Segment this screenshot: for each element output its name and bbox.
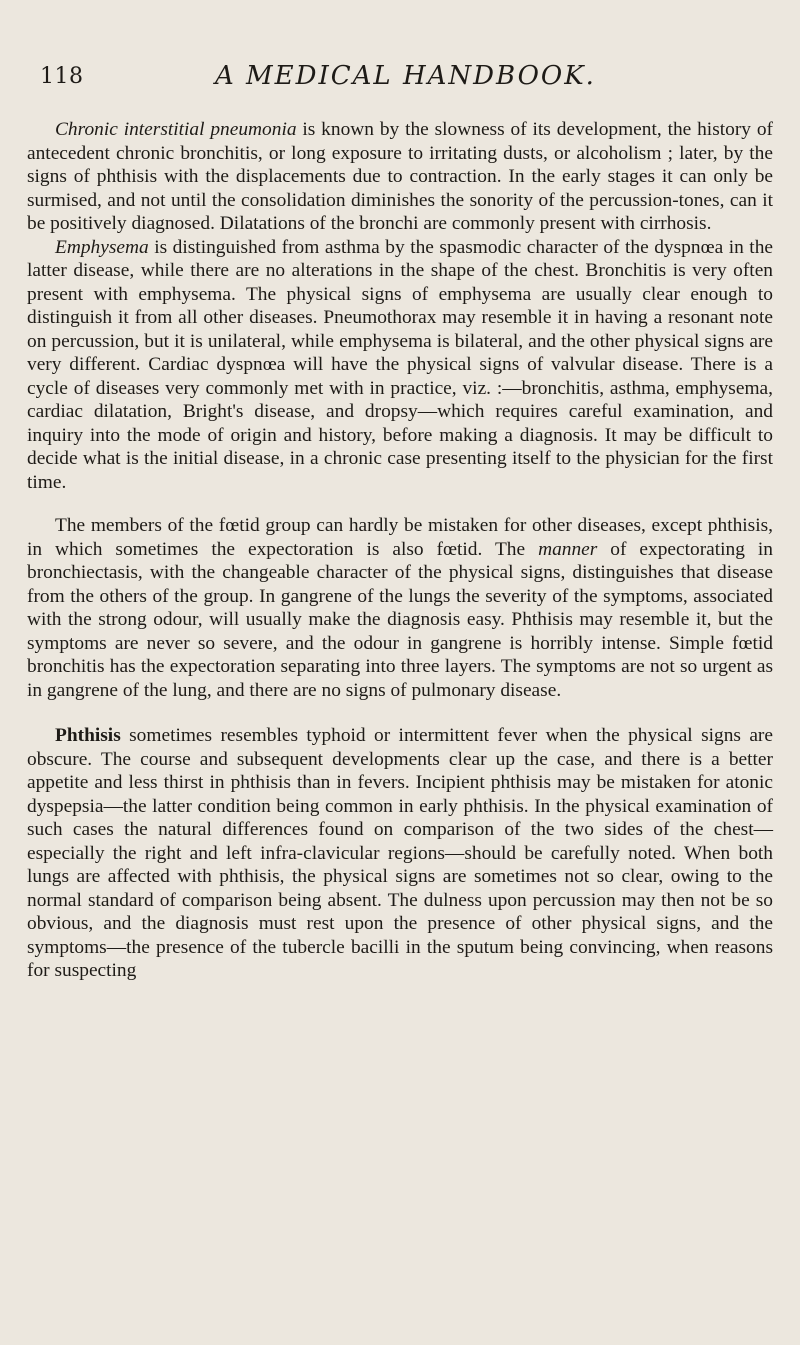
paragraph-text: is distinguished from asthma by the spasmodic character of the dyspnœa in the latter disease, while there are no alterations in the shape of the chest. Bronchitis is very often present with emphysema. The physical signs of emphysema are usually clear enough to distinguish it from all other diseases. Pneumothorax may resemble it in having a resonant note on percussion, but it is unilateral, while emphysema is bilateral, and the other physical signs are very different. Cardiac dyspnœa will have the physical signs of valvular disease. There is a cycle of diseases very commonly met with in practice, viz. :—bronchitis, asthma, emphysema, cardiac dilatation, Bright's disease, and dropsy—which requires careful examination, and inquiry into the mode of origin and history, before making a diagnosis. It may be difficult to decide what is the initial disease, in a chronic case presenting itself to the physician for the first time. [27,236,773,493]
page-header [40,61,780,104]
term-phthisis: Phthisis [55,725,121,746]
paragraph-text: sometimes resembles typhoid or intermittent fever when the physical signs are obscure. The course and subsequent developments clear up the case, and there is a better appetite and less thirst in phthisis than in fevers. Incipient phthisis may be mistaken for atonic dyspepsia—the latter condition being common in early phthisis. In the physical examination of such cases the natural differences found on comparison of the two sides of the chest—especially the right and left infra-clavicular regions—should be carefully noted. When both lungs are affected with phthisis, the physical signs are sometimes not so clear, owing to the normal standard of comparison being absent. The dulness upon percussion may then not be so obvious, and the diagnosis must rest upon the presence of other physical signs, and the symptoms—the presence of the tubercle bacilli in the sputum being convincing, when reasons for suspecting [27,725,773,981]
paragraph-text-start: The members of the fœtid group can hardly be mistaken for other diseases, except phthisis, in which sometimes the expectoration is also fœtid. The [27,515,773,560]
term-emphysema: Emphysema [55,236,149,258]
term-chronic-interstitial-pneumonia: Chronic interstitial pneumonia [55,119,297,140]
paragraph-text: is known by the slowness of its development, the history of antecedent chronic bronchitis, or long exposure to irritating dusts, or alcoholism ; later, by the signs of phthisis with the displacements due to contraction. In the early stages it can only be surmised, and not until the consolidation diminishes the sonority of the percussion-tones, can it be positively diagnosed. Dilatations of the bronchi are commonly present with cirrhosis. [27,119,773,234]
paragraph-chronic-interstitial-pneumonia [27,118,773,236]
term-manner: manner [538,538,598,560]
body-text [27,118,773,983]
paragraph-phthisis [27,724,773,983]
running-title: A MEDICAL HANDBOOK. [215,61,596,91]
paragraph-emphysema [27,236,773,495]
paragraph-text-end: of expectorating in bronchiectasis, with the changeable character of the physical signs, distinguishes that disease from the others of the group. In gangrene of the lungs the severity of the symptoms, associated with the strong odour, will usually make the diagnosis easy. Phthisis may resemble it, but the symptoms are never so severe, and the odour in gangrene is horribly intense. Simple fœtid bronchitis has the expectoration separating into three layers. The symptoms are not so urgent as in gangrene of the lung, and there are no signs of pulmonary disease. [27,538,773,701]
paragraph-foetid-group [27,514,773,702]
page-number: 118 [40,64,84,89]
